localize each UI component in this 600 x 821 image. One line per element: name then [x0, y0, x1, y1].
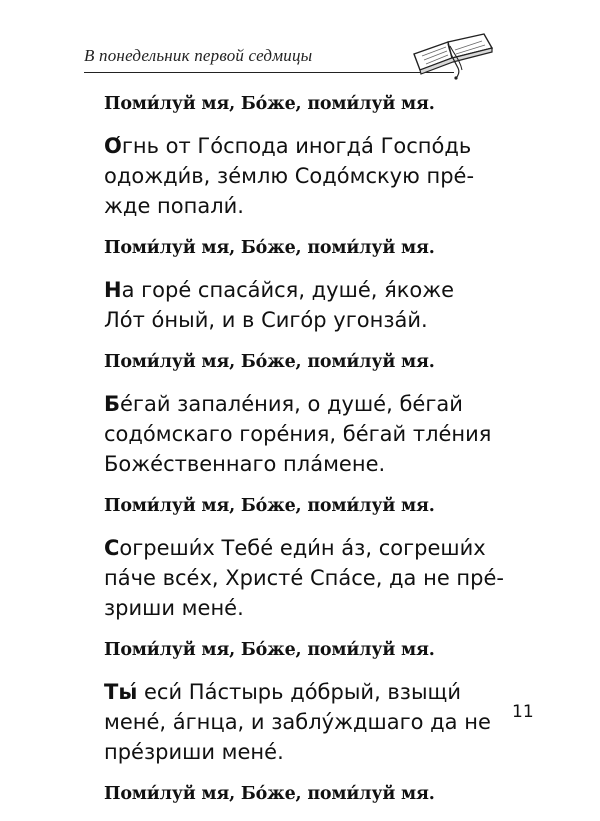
verse-line: Ло́т о́ный, и в Сиго́р угонза́й.: [104, 308, 428, 332]
verse-line: Бе́гай запале́ния, о душе́, бе́гай: [104, 392, 463, 416]
verse-line: мене́, а́гнца, и заблу́ждшаго да не: [104, 710, 491, 734]
page-number: 11: [512, 702, 534, 722]
verse-line: одожди́в, зе́млю Содо́мскую пре́-: [104, 164, 475, 188]
verse: [104, 533, 514, 623]
verse-initial: Н: [104, 278, 122, 302]
text-body: [104, 90, 514, 821]
verse: [104, 389, 514, 479]
verse-initial: Ты: [104, 680, 138, 704]
verse: [104, 275, 514, 335]
verse-line: па́че все́х, Христе́ Спа́се, да не пре́-: [104, 566, 504, 590]
refrain: Поми́луй мя, Бо́же, поми́луй мя.: [104, 352, 435, 372]
refrain: Поми́луй мя, Бо́же, поми́луй мя.: [104, 784, 435, 804]
open-book-icon: [408, 24, 498, 80]
verse-line: пре́зриши мене́.: [104, 740, 284, 764]
refrain: Поми́луй мя, Бо́же, поми́луй мя.: [104, 238, 435, 258]
verse-initial: О: [104, 134, 122, 158]
verse: [104, 677, 514, 767]
refrain: Поми́луй мя, Бо́же, поми́луй мя.: [104, 640, 435, 660]
header-rule: [84, 72, 454, 73]
running-head: В понедельник первой седмицы: [84, 46, 313, 65]
verse-initial: С: [104, 536, 120, 560]
verse-line: Боже́ственнаго пла́мене.: [104, 452, 386, 476]
verse-line: жде попали́.: [104, 194, 244, 218]
verse-initial: Б: [104, 392, 121, 416]
refrain: Поми́луй мя, Бо́же, поми́луй мя.: [104, 94, 435, 114]
verse-line: Согреши́х Тебе́ еди́н а́з, согреши́х: [104, 536, 486, 560]
verse-line: На горе́ спаса́йся, душе́, я́коже: [104, 278, 455, 302]
verse-line: Ты́ еси́ Па́стырь до́брый, взыщи́: [104, 680, 461, 704]
verse: [104, 131, 514, 221]
verse-line: содо́мскаго горе́ния, бе́гай тле́ния: [104, 422, 492, 446]
verse-line: О́гнь от Го́спода иногда́ Госпо́дь: [104, 134, 472, 158]
verse-line: зриши мене́.: [104, 596, 244, 620]
refrain: Поми́луй мя, Бо́же, поми́луй мя.: [104, 496, 435, 516]
